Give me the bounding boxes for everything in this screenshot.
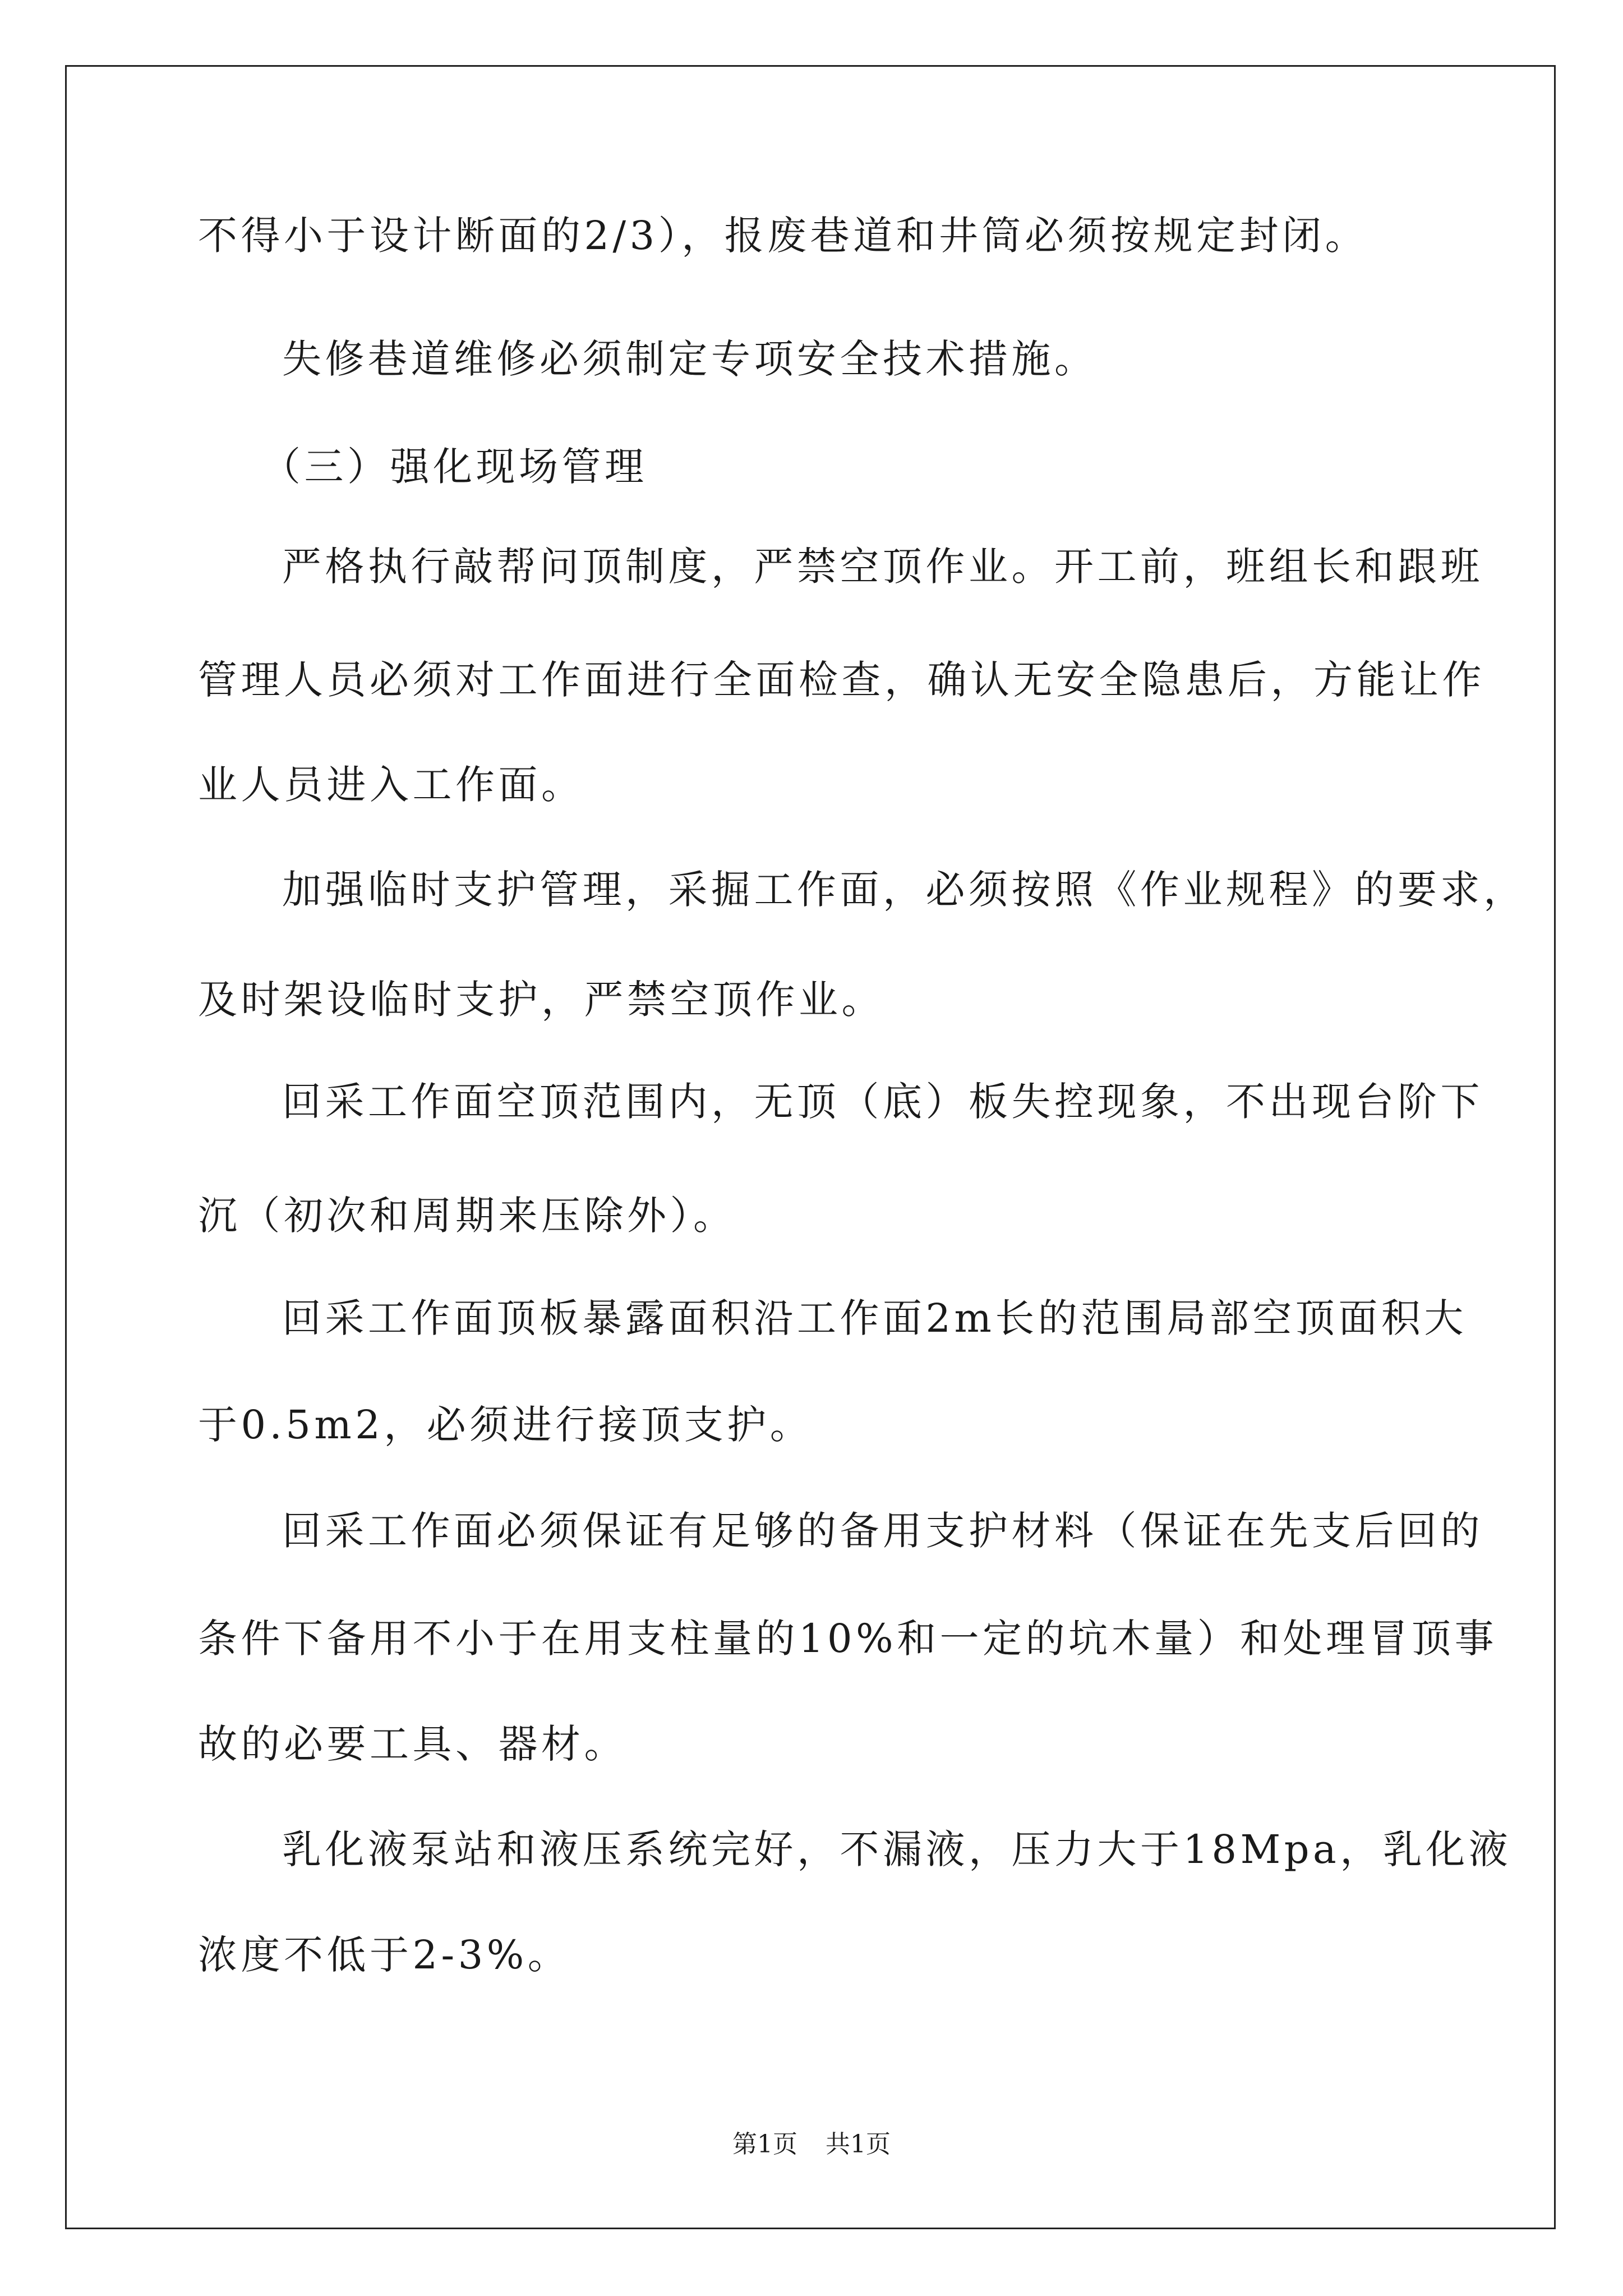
paragraph-line: 管理人员必须对工作面进行全面检查，确认无安全隐患后，方能让作 — [198, 657, 1485, 703]
page-border — [65, 65, 1556, 2229]
paragraph-line: 严格执行敲帮问顶制度，严禁空顶作业。开工前，班组长和跟班 — [282, 544, 1483, 590]
paragraph-line: 故的必要工具、器材。 — [198, 1721, 627, 1767]
paragraph-line: 不得小于设计断面的2/3），报废巷道和井筒必须按规定封闭。 — [198, 213, 1368, 259]
section-heading: （三）强化现场管理 — [261, 444, 648, 490]
paragraph-line: 失修巷道维修必须制定专项安全技术措施。 — [282, 336, 1098, 382]
paragraph-line: 回采工作面顶板暴露面积沿工作面2m长的范围局部空顶面积大 — [282, 1295, 1467, 1341]
paragraph-line: 乳化液泵站和液压系统完好，不漏液，压力大于18Mpa，乳化液 — [282, 1826, 1512, 1872]
paragraph-line: 条件下备用不小于在用支柱量的10%和一定的坑木量）和处理冒顶事 — [198, 1616, 1498, 1662]
paragraph-line: 加强临时支护管理，采掘工作面，必须按照《作业规程》的要求， — [282, 867, 1527, 913]
paragraph-line: 浓度不低于2-3%。 — [198, 1932, 571, 1978]
paragraph-line: 于0.5m2，必须进行接顶支护。 — [198, 1402, 813, 1448]
paragraph-line: 及时架设临时支护，严禁空顶作业。 — [198, 977, 884, 1023]
page-number: 第1页 — [732, 2130, 797, 2159]
paragraph-line: 沉（初次和周期来压除外）。 — [198, 1193, 736, 1239]
page-footer — [0, 2129, 1623, 2160]
paragraph-line: 业人员进入工作面。 — [198, 762, 584, 808]
paragraph-line: 回采工作面必须保证有足够的备用支护材料（保证在先支后回的 — [282, 1508, 1483, 1554]
page-total: 共1页 — [826, 2130, 891, 2159]
paragraph-line: 回采工作面空顶范围内，无顶（底）板失控现象，不出现台阶下 — [282, 1079, 1483, 1125]
